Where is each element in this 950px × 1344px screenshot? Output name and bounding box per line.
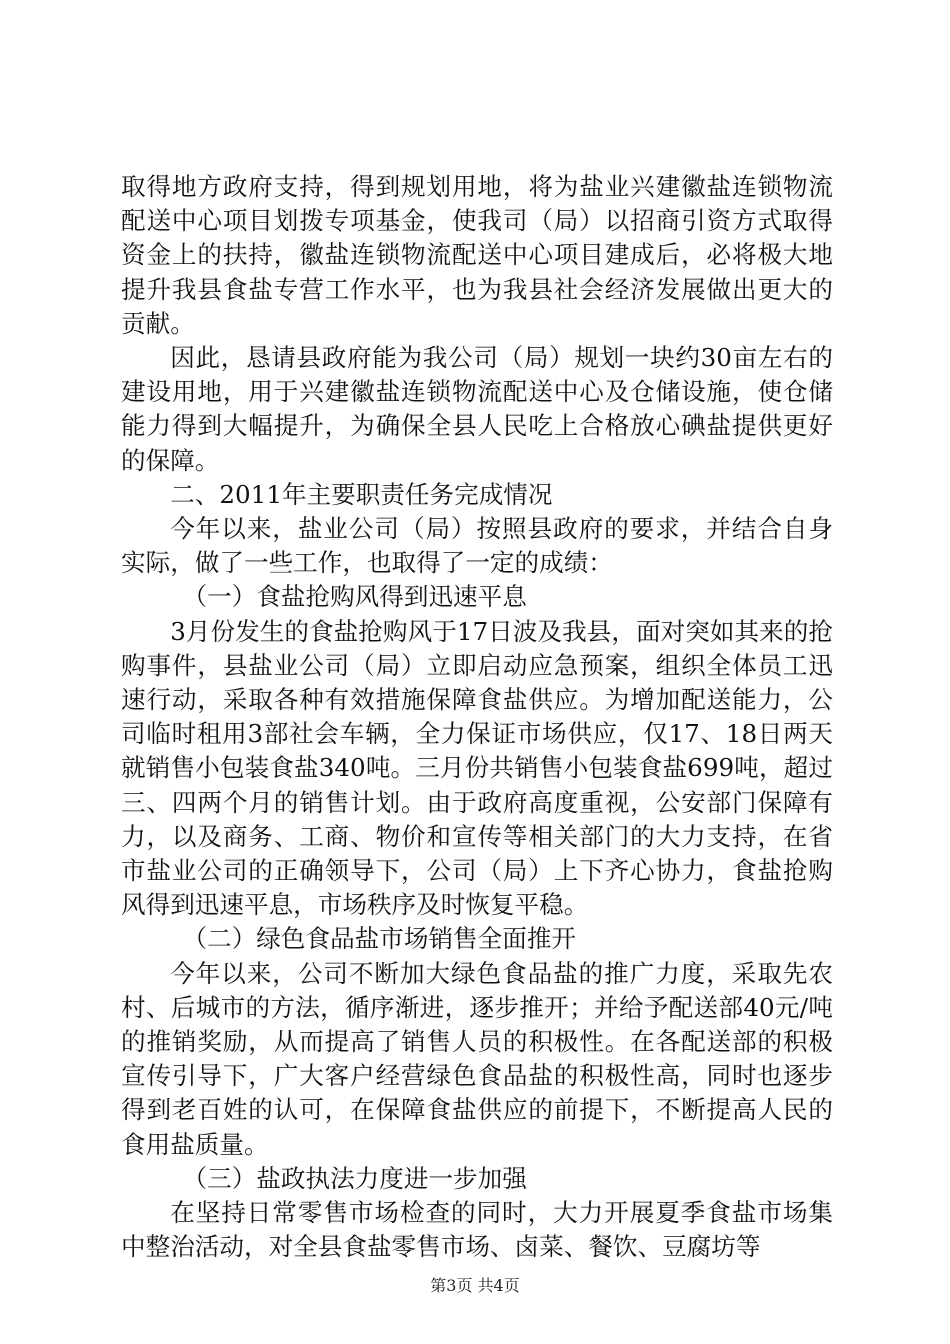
document-body	[121, 170, 833, 1265]
paragraph-green-salt: 今年以来，公司不断加大绿色食品盐的推广力度，采取先农村、后城市的方法，循序渐进，逐步推开；并给予配送部40元/吨的推销奖励，从而提高了销售人员的积极性。在各配送部的积极宣传引导下，广大客户经营绿色食品盐的积极性高，同时也逐步得到老百姓的认可，在保障食盐供应的前提下，不断提高人民的食用盐质量。	[121, 958, 833, 1159]
page-number: 第3页	[430, 1276, 473, 1295]
page-total: 共4页	[477, 1276, 520, 1295]
page-footer	[0, 1273, 950, 1296]
paragraph-land-request: 因此，恳请县政府能为我公司（局）规划一块约30亩左右的建设用地，用于兴建徽盐连锁物流配送中心及仓储设施，使仓储能力得到大幅提升，为确保全县人民吃上合格放心碘盐提供更好的保障。	[121, 343, 833, 475]
paragraph-intro: 今年以来，盐业公司（局）按照县政府的要求，并结合自身实际，做了一些工作，也取得了一定的成绩：	[121, 514, 833, 578]
subheading-panic-buying: （一）食盐抢购风得到迅速平息	[182, 582, 527, 612]
paragraph-enforcement: 在坚持日常零售市场检查的同时，大力开展夏季食盐市场集中整治活动，对全县食盐零售市场、卤菜、餐饮、豆腐坊等	[121, 1198, 833, 1262]
paragraph-land-support: 取得地方政府支持，得到规划用地，将为盐业兴建徽盐连锁物流配送中心项目划拨专项基金，使我司（局）以招商引资方式取得资金上的扶持，徽盐连锁物流配送中心项目建成后，必将极大地提升我县食盐专营工作水平，也为我县社会经济发展做出更大的贡献。	[121, 172, 833, 338]
paragraph-panic-buying: 3月份发生的食盐抢购风于17日波及我县，面对突如其来的抢购事件，县盐业公司（局）立即启动应急预案，组织全体员工迅速行动，采取各种有效措施保障食盐供应。为增加配送能力，公司临时租用3部社会车辆，全力保证市场供应，仅17、18日两天就销售小包装食盐340吨。三月份共销售小包装食盐699吨，超过三、四两个月的销售计划。由于政府高度重视，公安部门保障有力，以及商务、工商、物价和宣传等相关部门的大力支持，在省市盐业公司的正确领导下，公司（局）上下齐心协力，食盐抢购风得到迅速平息，市场秩序及时恢复平稳。	[121, 616, 833, 920]
section-heading-2011-tasks: 二、2011年主要职责任务完成情况	[170, 479, 553, 509]
subheading-green-salt: （二）绿色食品盐市场销售全面推开	[182, 924, 577, 954]
subheading-enforcement: （三）盐政执法力度进一步加强	[182, 1163, 527, 1193]
